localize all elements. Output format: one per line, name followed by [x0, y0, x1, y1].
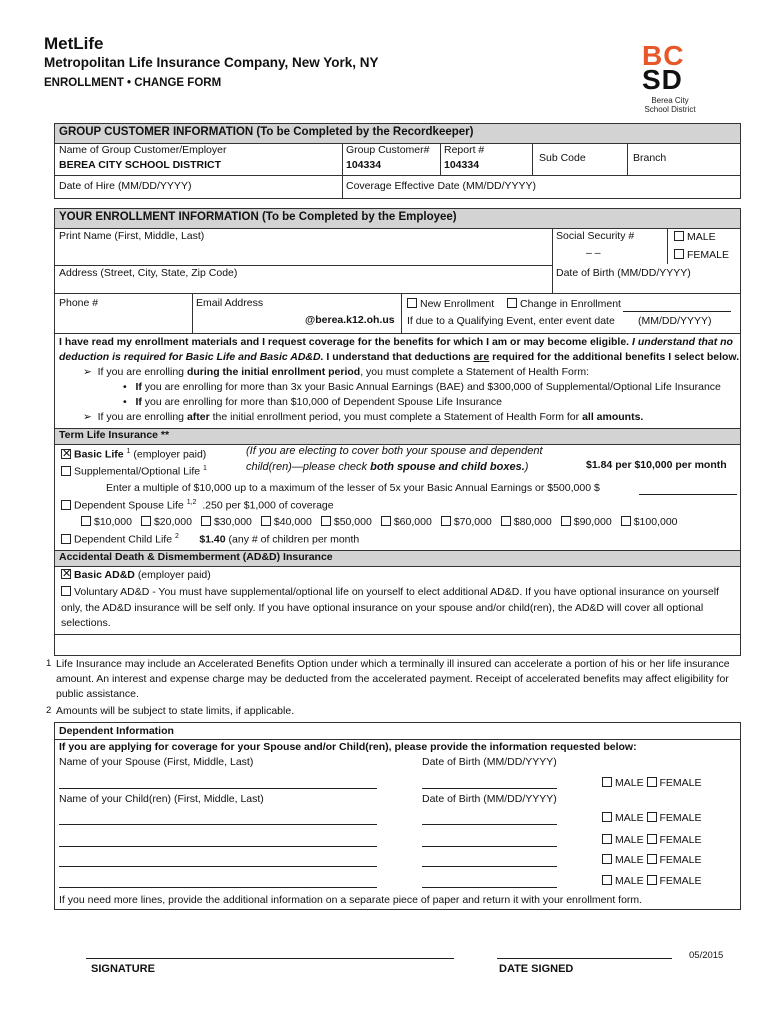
- dependent-section: [54, 722, 741, 910]
- spouse-amount-label: $90,000: [573, 516, 612, 528]
- email-label: Email Address: [196, 297, 264, 309]
- statement-bullet-2: ➢ If you are enrolling after the initial enrollment period, you must complete a Statement of Health Form for all amounts.: [83, 411, 644, 423]
- child-life-checkbox[interactable]: [61, 534, 71, 544]
- basic-add-option[interactable]: ✕Basic AD&D (employer paid): [61, 569, 211, 581]
- spouse-male-checkbox[interactable]: [602, 777, 612, 787]
- voluntary-add-text-2: only, the AD&D insurance will be self only. If you have optional insurance on your spouse and/or child(ren), the AD&D will cover all optional: [61, 602, 704, 614]
- child-4-female-checkbox[interactable]: [647, 875, 657, 885]
- voluntary-add-option[interactable]: Voluntary AD&D - You must have supplemental/optional life on yourself to elect additional AD&D. If you have optional insurance on yourself: [61, 586, 719, 598]
- supplemental-life-checkbox[interactable]: [61, 466, 71, 476]
- change-enrollment-checkbox[interactable]: [507, 298, 517, 308]
- child-4-male-checkbox[interactable]: [602, 875, 612, 885]
- spouse-amount-checkbox[interactable]: [381, 516, 391, 526]
- basic-life-checkbox[interactable]: [61, 449, 71, 459]
- spouse-amount-label: $80,000: [513, 516, 552, 528]
- child-name-line-2[interactable]: [59, 846, 377, 847]
- qualifying-event-label: If due to a Qualifying Event, enter event date: [407, 315, 615, 327]
- spouse-amount-label: $20,000: [153, 516, 192, 528]
- child-name-line-3[interactable]: [59, 866, 377, 867]
- spouse-life-option[interactable]: Dependent Spouse Life $^{1,2}$ .250 per $1,000 of coverage: [61, 499, 334, 512]
- supplemental-life-option[interactable]: Supplemental/Optional Life $^1$: [61, 465, 207, 478]
- child-life-option[interactable]: Dependent Child Life $^2$ $1.40 (any # of children per month: [61, 533, 359, 546]
- spouse-amount-option[interactable]: [261, 516, 312, 528]
- footnote-2-number: 2: [46, 705, 52, 716]
- customer-number-value[interactable]: 104334: [346, 159, 382, 171]
- district-logo: [620, 40, 712, 114]
- statement-sub-bullet-2: • If you are enrolling for more than $10,000 of Dependent Spouse Life Insurance: [123, 396, 503, 408]
- supplemental-rate: $1.84 per $10,000 per month: [586, 459, 727, 471]
- child-dob-line-1[interactable]: [422, 824, 557, 825]
- footnote-1-line-2: amount. An interest and expense charge may be deducted from the accelerated payment. Receipt of accelerated benefits may affect eligibility for: [56, 673, 729, 685]
- child-gender-4[interactable]: MALE FEMALE: [602, 875, 702, 887]
- customer-number-label: Group Customer#: [346, 144, 430, 156]
- footnote-2: Amounts will be subject to state limits, if applicable.: [56, 705, 295, 717]
- child-gender-3[interactable]: MALE FEMALE: [602, 854, 702, 866]
- coverage-note-line-1: (If you are electing to cover both your spouse and dependent: [246, 445, 543, 457]
- employer-label: Name of Group Customer/Employer: [59, 144, 227, 156]
- female-option[interactable]: FEMALE: [674, 249, 729, 261]
- spouse-amount-option[interactable]: [141, 516, 192, 528]
- child-dob-line-3[interactable]: [422, 866, 557, 867]
- footnote-1-line-1: Life Insurance may include an Accelerated Benefits Option under which a terminally ill insured can accelerate a portion of his or her life insurance: [56, 658, 730, 670]
- supplemental-amount-line[interactable]: [639, 494, 737, 495]
- spouse-amount-checkbox[interactable]: [201, 516, 211, 526]
- child-gender-2[interactable]: MALE FEMALE: [602, 834, 702, 846]
- child-2-male-checkbox[interactable]: [602, 834, 612, 844]
- phone-field[interactable]: Phone #: [59, 297, 99, 309]
- spouse-amount-label: $100,000: [633, 516, 678, 528]
- spouse-life-checkbox[interactable]: [61, 500, 71, 510]
- coverage-note-line-2: child(ren)—please check both spouse and child boxes.): [246, 461, 529, 473]
- spouse-amount-option[interactable]: [81, 516, 132, 528]
- spouse-name-label: Name of your Spouse (First, Middle, Last): [59, 756, 254, 768]
- dependent-title: Dependent Information: [59, 725, 174, 737]
- child-1-female-checkbox[interactable]: [647, 812, 657, 822]
- logo-subtitle: Berea City School District: [644, 96, 696, 114]
- event-date-format: (MM/DD/YYYY): [638, 315, 712, 327]
- child-gender-1[interactable]: MALE FEMALE: [602, 812, 702, 824]
- child-dob-label: Date of Birth (MM/DD/YYYY): [422, 793, 557, 805]
- spouse-amount-label: $10,000: [94, 516, 132, 528]
- spouse-amount-option[interactable]: [501, 516, 552, 528]
- child-name-label: Name of your Child(ren) (First, Middle, Last): [59, 793, 264, 805]
- dob-field[interactable]: Date of Birth (MM/DD/YYYY): [556, 267, 691, 279]
- spouse-amount-label: $60,000: [393, 516, 432, 528]
- basic-life-option[interactable]: ✕Basic Life $^1$ (employer paid): [61, 448, 206, 461]
- logo-mark: BC SD: [642, 40, 685, 95]
- spouse-amount-option[interactable]: [321, 516, 372, 528]
- female-checkbox[interactable]: [674, 249, 684, 259]
- name-field[interactable]: Print Name (First, Middle, Last): [59, 230, 205, 242]
- child-1-male-checkbox[interactable]: [602, 812, 612, 822]
- voluntary-add-text-3: selections.: [61, 617, 111, 629]
- spouse-amount-option[interactable]: [561, 516, 612, 528]
- spouse-name-line[interactable]: [59, 788, 377, 789]
- group-section-title: GROUP CUSTOMER INFORMATION (To be Completed by the Recordkeeper): [55, 124, 740, 143]
- new-enrollment-checkbox[interactable]: [407, 298, 417, 308]
- signature-line[interactable]: [86, 958, 454, 959]
- spouse-female-checkbox[interactable]: [647, 777, 657, 787]
- date-signed-label: DATE SIGNED: [499, 963, 574, 975]
- statement-sub-bullet-1: • If you are enrolling for more than 3x your Basic Annual Earnings (BAE) and $300,000 of Supplemental/Optional Life Insurance: [123, 381, 721, 393]
- spouse-amount-label: $50,000: [333, 516, 372, 528]
- report-value[interactable]: 104334: [444, 159, 480, 171]
- basic-add-checkbox[interactable]: [61, 569, 71, 579]
- signature-label: SIGNATURE: [91, 963, 155, 975]
- address-field[interactable]: Address (Street, City, State, Zip Code): [59, 267, 238, 279]
- spouse-amount-label: $70,000: [453, 516, 492, 528]
- brand-name: MetLife: [44, 34, 104, 53]
- spouse-amount-option[interactable]: [381, 516, 432, 528]
- term-life-title: Term Life Insurance **: [55, 428, 740, 444]
- employer-value[interactable]: BEREA CITY SCHOOL DISTRICT: [59, 159, 221, 171]
- enrollment-section-title: YOUR ENROLLMENT INFORMATION (To be Completed by the Employee): [55, 209, 740, 228]
- sub-code-label[interactable]: Sub Code: [539, 152, 586, 164]
- email-domain[interactable]: @berea.k12.oh.us: [305, 314, 395, 326]
- spouse-amount-checkbox[interactable]: [261, 516, 271, 526]
- male-option[interactable]: MALE: [674, 231, 716, 243]
- company-name: Metropolitan Life Insurance Company, New York, NY: [44, 55, 379, 70]
- more-lines-note: If you need more lines, provide the additional information on a separate piece of paper and return it with your enrollment form.: [59, 894, 643, 906]
- spouse-amount-option[interactable]: [201, 516, 252, 528]
- add-title: Accidental Death & Dismemberment (AD&D) Insurance: [55, 550, 740, 566]
- child-2-female-checkbox[interactable]: [647, 834, 657, 844]
- spouse-amount-checkbox[interactable]: [441, 516, 451, 526]
- statement-line-2: deduction is required for Basic Life and Basic AD&D. I understand that deductions are required for the additional benefits I select below.: [59, 351, 740, 363]
- multiple-instruction: Enter a multiple of $10,000 up to a maximum of the lesser of 5x your Basic Annual Earnings or $500,000 $: [106, 482, 600, 494]
- spouse-dob-label: Date of Birth (MM/DD/YYYY): [422, 756, 557, 768]
- footnote-1-number: 1: [46, 658, 52, 669]
- statement-line-1: I have read my enrollment materials and I request coverage for the benefits for which I am or may become eligible. I understand that no: [59, 336, 733, 348]
- form-title: ENROLLMENT • CHANGE FORM: [44, 77, 222, 89]
- footnote-1-line-3: public assistance.: [56, 688, 139, 700]
- child-3-male-checkbox[interactable]: [602, 854, 612, 864]
- spouse-amount-checkbox[interactable]: [81, 516, 91, 526]
- ssn-label: Social Security #: [556, 230, 635, 242]
- spouse-dob-line[interactable]: [422, 788, 557, 789]
- spouse-amount-label: $40,000: [273, 516, 312, 528]
- spouse-amount-options[interactable]: [81, 516, 687, 528]
- branch-label[interactable]: Branch: [633, 152, 667, 164]
- new-enrollment-option[interactable]: New Enrollment: [407, 298, 494, 310]
- dependent-instruction: If you are applying for coverage for your Spouse and/or Child(ren), please provide the information requested below:: [59, 741, 637, 753]
- voluntary-add-checkbox[interactable]: [61, 586, 71, 596]
- child-dob-line-4[interactable]: [422, 887, 557, 888]
- change-enrollment-option[interactable]: Change in Enrollment: [507, 298, 621, 310]
- group-customer-section: [54, 123, 741, 199]
- ssn-field[interactable]: – –: [586, 247, 601, 259]
- statement-bullet-1: ➢ If you are enrolling during the initial enrollment period, you must complete a Statement of Health Form:: [83, 366, 589, 378]
- spouse-amount-label: $30,000: [213, 516, 252, 528]
- spouse-amount-checkbox[interactable]: [141, 516, 151, 526]
- hire-date-field[interactable]: Date of Hire (MM/DD/YYYY): [59, 180, 192, 192]
- spouse-gender[interactable]: MALE FEMALE: [602, 777, 702, 789]
- spouse-amount-checkbox[interactable]: [501, 516, 511, 526]
- child-dob-line-2[interactable]: [422, 846, 557, 847]
- child-3-female-checkbox[interactable]: [647, 854, 657, 864]
- enrollment-section: [54, 208, 741, 656]
- event-date-line[interactable]: [623, 311, 731, 312]
- coverage-date-field[interactable]: Coverage Effective Date (MM/DD/YYYY): [346, 180, 537, 192]
- spouse-amount-option[interactable]: [621, 516, 678, 528]
- spouse-amount-option[interactable]: [441, 516, 492, 528]
- child-name-line-1[interactable]: [59, 824, 377, 825]
- male-checkbox[interactable]: [674, 231, 684, 241]
- spouse-amount-checkbox[interactable]: [561, 516, 571, 526]
- report-label: Report #: [444, 144, 485, 156]
- child-name-line-4[interactable]: [59, 887, 377, 888]
- form-version: 05/2015: [689, 950, 724, 961]
- date-signed-line[interactable]: [497, 958, 672, 959]
- spouse-amount-checkbox[interactable]: [321, 516, 331, 526]
- spouse-amount-checkbox[interactable]: [621, 516, 631, 526]
